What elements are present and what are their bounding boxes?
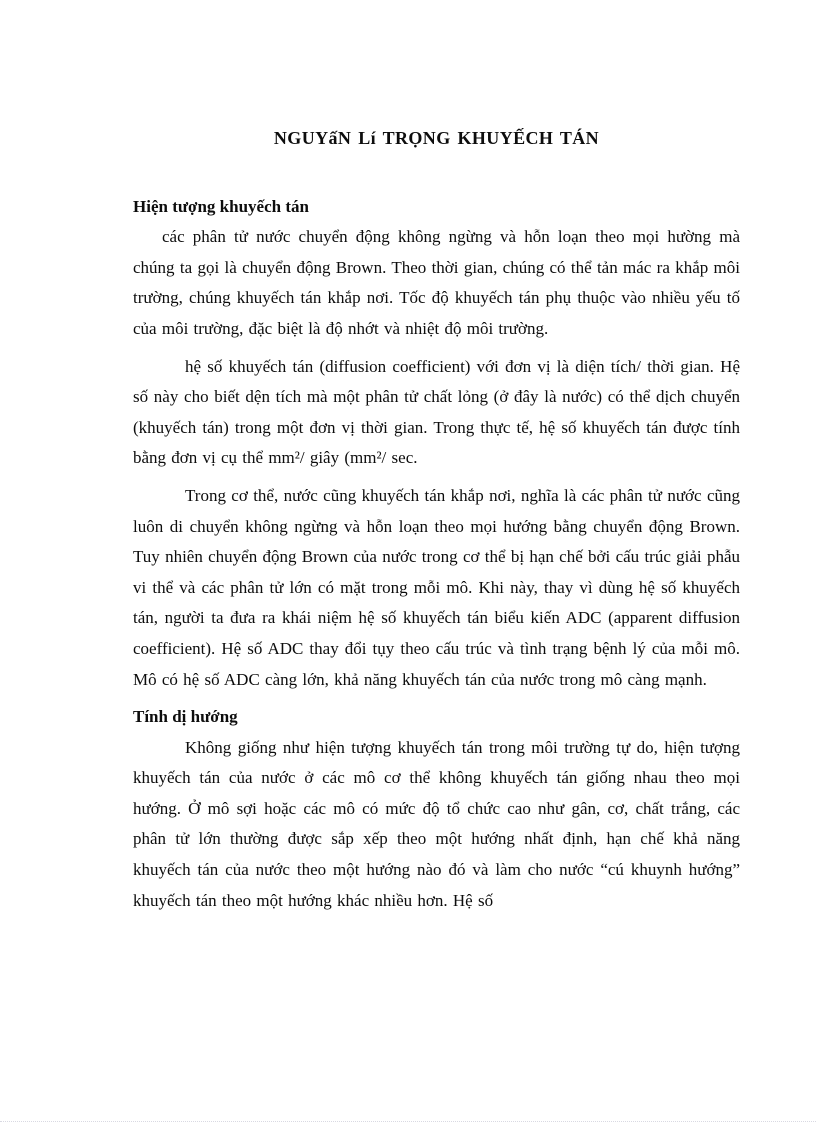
paragraph-brownian-motion: các phân tử nước chuyển động không ngừng và hỗn loạn theo mọi hường mà chúng ta gọi là chuyển động Brown. Theo thời gian, chúng có thể tản mác ra khắp môi trường, chúng khuyếch tán khắp nơi. Tốc độ khuyếch tán phụ thuộc vào nhiều yếu tố của môi trường, đặc biệt là độ nhớt và nhiệt độ môi trường. bbox=[133, 227, 740, 338]
section-heading-diffusion-phenomenon: Hiện tượng khuyếch tán bbox=[133, 196, 309, 216]
page-break-dotted-line bbox=[0, 1121, 816, 1122]
paragraph-anisotropy: Không giống như hiện tượng khuyếch tán trong môi trường tự do, hiện tượng khuyếch tán của nước ở các mô cơ thể không khuyếch tán giống nhau theo mọi hướng. Ở mô sợi hoặc các mô có mức độ tổ chức cao như gân, cơ, chất trắng, các phân tử lớn thường được sắp xếp theo một hướng nhất định, hạn chế khả năng khuyếch tán của nước theo một hướng nào đó và làm cho nước “cú khuynh hướng” khuyếch tán theo một hướng khác nhiều hơn. Hệ số bbox=[133, 737, 740, 910]
section-heading-anisotropy: Tính dị hướng bbox=[133, 707, 238, 727]
paragraph-adc-in-body: Trong cơ thể, nước cũng khuyếch tán khắp nơi, nghĩa là các phân tử nước cũng luôn di chuyển không ngừng và hỗn loạn theo mọi hướng bằng chuyển động Brown. Tuy nhiên chuyển động Brown của nước trong cơ thể bị hạn chế bởi cấu trúc giải phẫu vi thể và các phân tử lớn có mặt trong mỗi mô. Khi này, thay vì dùng hệ số khuyếch tán, người ta đưa ra khái niệm hệ số khuyếch tán biểu kiến ADC (apparent diffusion coefficient). Hệ số ADC thay đổi tụy theo cấu trúc và tình trạng bệnh lý của mỗi mô. Mô có hệ số ADC càng lớn, khả năng khuyếch tán của nước trong mô càng mạnh. bbox=[133, 485, 740, 689]
paragraph-diffusion-coefficient: hệ số khuyếch tán (diffusion coefficient) với đơn vị là diện tích/ thời gian. Hệ số này cho biết dện tích mà một phân tử chất lỏng (ở đây là nước) có thể dịch chuyển (khuyếch tán) trong một đơn vị thời gian. Trong thực tế, hệ số khuyếch tán được tính bằng đơn vị cụ thể mm²/ giây (mm²/ sec. bbox=[133, 356, 740, 468]
document-title: NGUYấN Lí TRỌNG KHUYẾCH TÁN bbox=[273, 128, 600, 148]
